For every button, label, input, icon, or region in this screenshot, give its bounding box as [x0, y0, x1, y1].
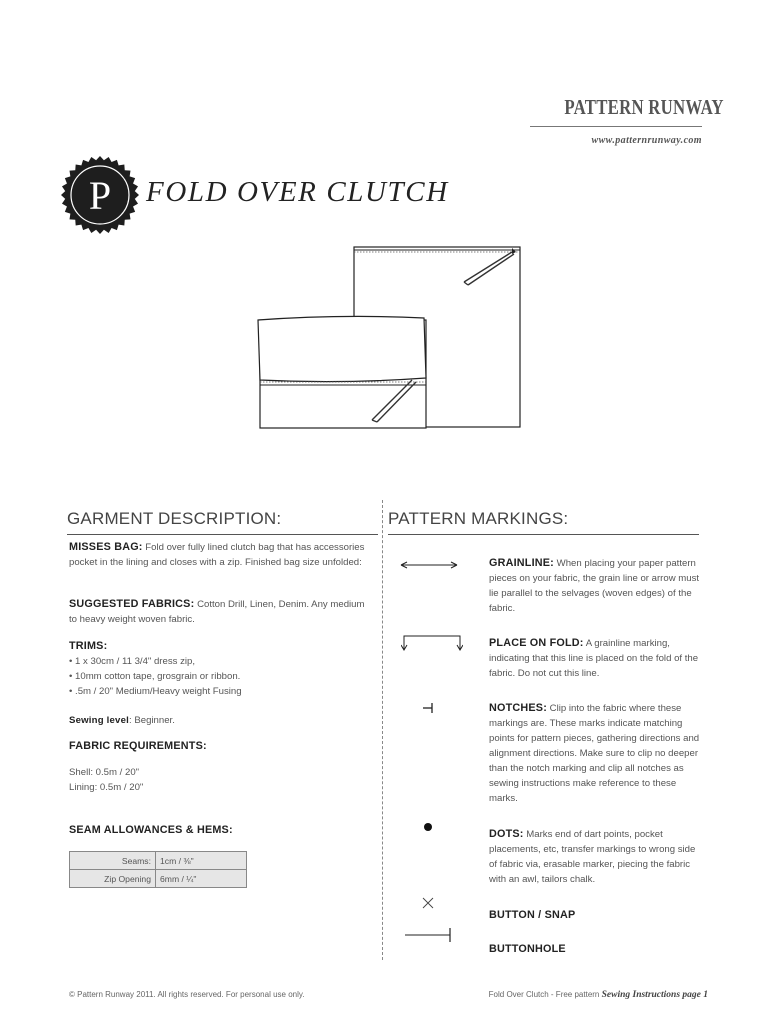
button-snap-description — [489, 908, 704, 923]
seam-allowances-label: SEAM ALLOWANCES & HEMS: — [69, 824, 233, 836]
pattern-markings-section — [388, 509, 699, 535]
place-on-fold-label: PLACE ON FOLD: — [489, 637, 584, 649]
grainline-label: GRAINLINE: — [489, 557, 554, 569]
fabric-requirements-label: FABRIC REQUIREMENTS: — [69, 740, 207, 752]
copyright-footer: © Pattern Runway 2011. All rights reserved. For personal use only. — [69, 990, 305, 999]
fabric-requirement-lining: Lining: 0.5m / 20" — [69, 782, 144, 793]
page-footer — [489, 990, 708, 1000]
misses-bag-label: MISSES BAG: — [69, 541, 143, 553]
suggested-fabrics-text: Cotton Drill, Linen, Denim. Any medium to heavy weight woven fabric. — [69, 599, 365, 625]
fabric-requirement-shell: Shell: 0.5m / 20" — [69, 767, 140, 778]
seal-letter: P — [88, 173, 112, 218]
notches-text: Clip into the fabric where these markings are. These marks indicate matching points for pattern pieces, gathering directions and alignment directions. Make sure to clip no deeper than the notch marking and clip all notches as sewing instructions make reference to these marks. — [489, 703, 700, 804]
place-on-fold-icon — [401, 633, 463, 653]
table-row — [70, 852, 247, 870]
brand-block — [530, 95, 724, 146]
sewing-level-block — [69, 713, 374, 728]
notch-icon — [421, 701, 435, 715]
misses-bag-text: Fold over fully lined clutch bag that has accessories pocket in the lining and closes with a zip. Finished bag size unfolded: — [69, 542, 365, 568]
column-divider — [382, 500, 383, 960]
brand-divider — [530, 126, 702, 127]
zip-opening-value: 6mm / ¼" — [156, 870, 247, 888]
footer-pattern-name: Fold Over Clutch - Free pattern — [488, 990, 600, 999]
seam-allowances-block — [69, 823, 374, 838]
button-snap-label: BUTTON / SNAP — [489, 909, 576, 921]
dots-description — [489, 827, 704, 887]
trim-item: • 10mm cotton tape, grosgrain or ribbon. — [69, 671, 241, 682]
brand-name: PATTERN RUNWAY — [564, 95, 724, 119]
place-on-fold-description — [489, 636, 704, 681]
garment-description-heading: GARMENT DESCRIPTION: — [67, 509, 378, 535]
dots-label: DOTS: — [489, 828, 524, 840]
fabric-requirements-block — [69, 739, 374, 795]
seal-logo — [60, 155, 140, 235]
clutch-illustration — [250, 238, 530, 438]
trims-block — [69, 639, 374, 699]
notches-label: NOTCHES: — [489, 702, 547, 714]
trims-label: TRIMS: — [69, 640, 108, 652]
buttonhole-description — [489, 942, 704, 957]
seam-key: Seams: — [70, 852, 156, 870]
suggested-fabrics-block — [69, 597, 374, 627]
page-title: FOLD OVER CLUTCH — [146, 176, 449, 208]
suggested-fabrics-label: SUGGESTED FABRICS: — [69, 598, 195, 610]
brand-url[interactable]: www.patternrunway.com — [591, 135, 702, 146]
pattern-markings-heading: PATTERN MARKINGS: — [388, 509, 699, 535]
sewing-level-value: : Beginner. — [129, 715, 175, 726]
grainline-text: When placing your paper pattern pieces on your fabric, the grain line or arrow must lie parallel to the selvages (woven edges) of the fabric. — [489, 558, 700, 614]
garment-description-section — [67, 509, 378, 535]
grainline-icon — [399, 559, 459, 571]
trim-item: • .5m / 20" Medium/Heavy weight Fusing — [69, 686, 242, 697]
grainline-description — [489, 556, 704, 616]
button-snap-icon — [421, 896, 435, 910]
seam-allowance-table — [69, 851, 247, 888]
sewing-level-label: Sewing level — [69, 715, 129, 726]
buttonhole-label: BUTTONHOLE — [489, 943, 566, 955]
notches-description — [489, 701, 704, 806]
seam-value: 1cm / ⅜" — [156, 852, 247, 870]
zip-opening-key: Zip Opening — [70, 870, 156, 888]
dots-text: Marks end of dart points, pocket placements, etc, transfer markings to wrong side of fabric via, erasable marker, piecing the fabric with an awl, tailors chalk. — [489, 829, 696, 885]
place-on-fold-text: A grainline marking, indicating that this line is placed on the fold of the fabric. Do not cut this line. — [489, 638, 699, 679]
table-row — [70, 870, 247, 888]
misses-bag-block — [69, 540, 374, 570]
buttonhole-icon — [404, 927, 454, 943]
footer-page-label: Sewing Instructions page 1 — [601, 990, 708, 1000]
dot-icon — [422, 821, 434, 833]
trim-item: • 1 x 30cm / 11 3/4" dress zip, — [69, 656, 196, 667]
